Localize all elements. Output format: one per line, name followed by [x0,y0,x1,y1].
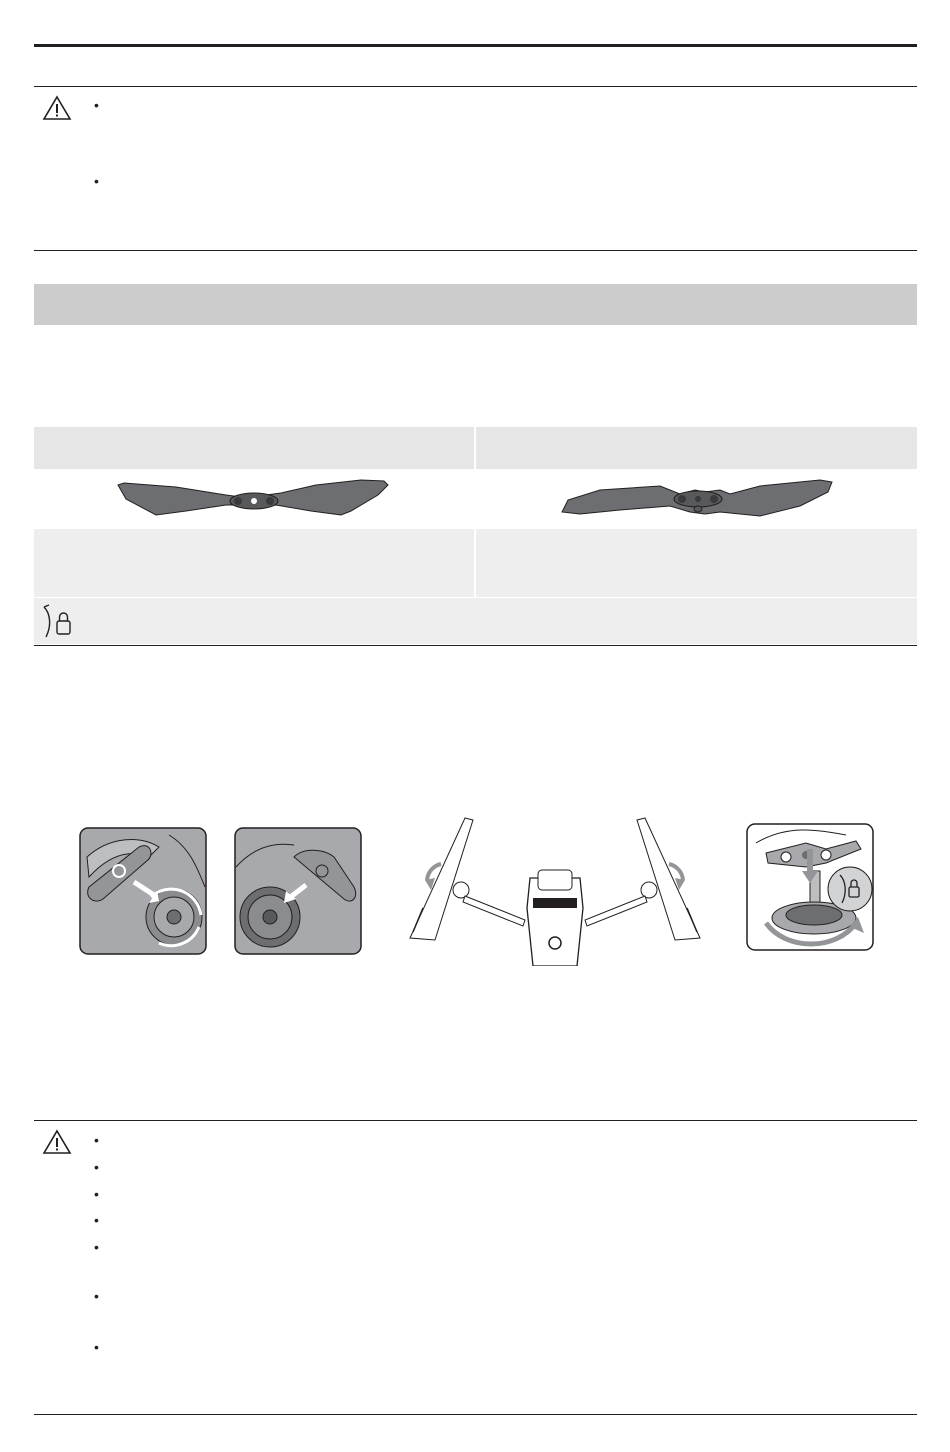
propeller-lock-detail [746,823,874,951]
propeller-mount-detail-1 [79,827,207,955]
warning-top-rule [34,86,917,87]
aircraft-top-view [405,808,705,966]
propeller-mount-detail-2 [234,827,362,955]
header-rule [34,44,917,47]
warning-triangle-icon [42,95,72,121]
table-header-right [476,427,917,469]
bottom-warning-bullet-3: • [94,1186,99,1202]
warning-bullet-1: • [94,97,99,113]
warning-bottom-rule [34,250,917,251]
bottom-warning-bullet-5: • [94,1239,99,1255]
bottom-warning-bullet-7: • [94,1339,99,1355]
table-header-left [34,427,474,469]
propeller-right-image [560,476,835,521]
table-row-right [476,529,917,597]
bottom-warning-bullet-1: • [94,1132,99,1148]
propeller-lock-icon [40,603,76,639]
table-bottom-rule [34,645,917,646]
propeller-left-image [116,475,391,520]
footer-rule [34,1414,917,1415]
bottom-warning-bullet-6: • [94,1288,99,1304]
bottom-warning-bullet-4: • [94,1212,99,1228]
warning-bullet-2: • [94,173,99,189]
section-band [34,284,917,325]
bottom-warning-bullet-2: • [94,1159,99,1175]
bottom-warning-top-rule [34,1120,917,1121]
table-row-left [34,529,474,597]
table-note-row [34,598,917,644]
warning-triangle-icon [42,1129,72,1155]
